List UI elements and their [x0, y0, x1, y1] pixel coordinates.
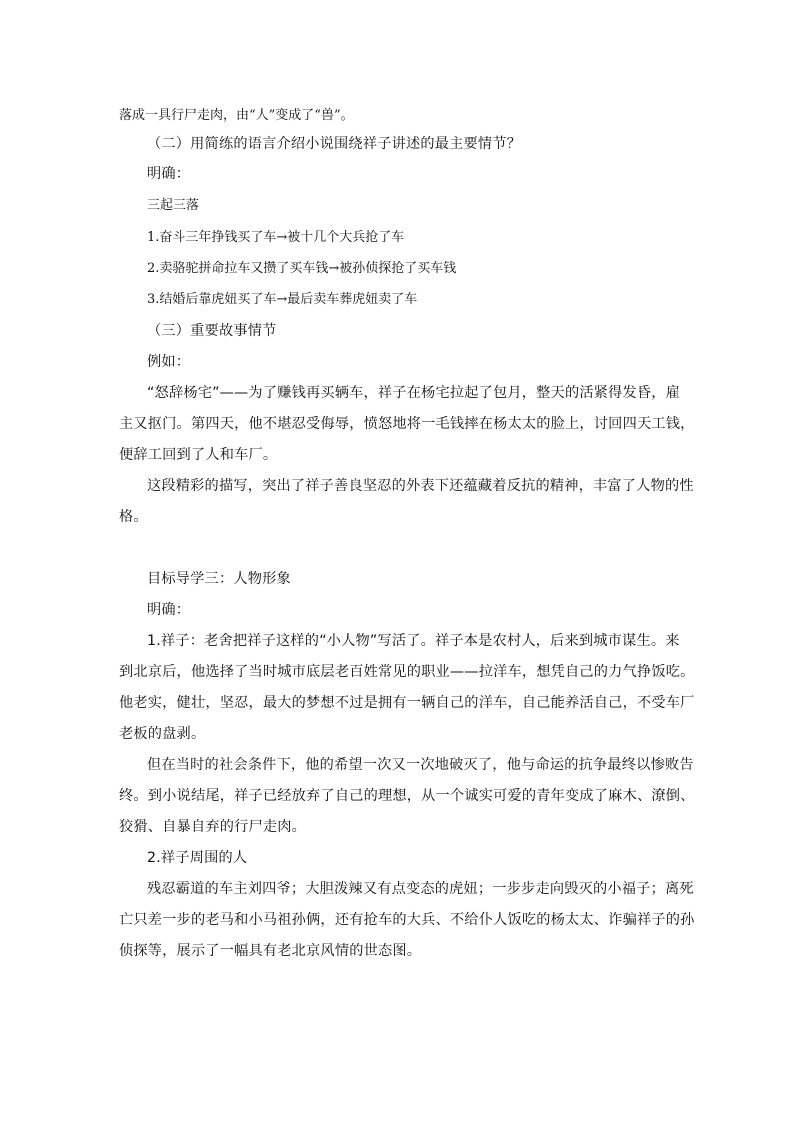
paragraph-line: 侦探等，展示了一幅具有老北京风情的世态图。 [119, 943, 422, 959]
paragraph-line: 但在当时的社会条件下，他的希望一次又一次地破灭了，他与命运的抗争最终以惨败告 [147, 757, 694, 773]
paragraph-line: 主又抠门。第四天，他不堪忍受侮辱，愤怒地将一毛钱摔在杨太太的脸上，讨回四天工钱， [119, 416, 695, 432]
list-item: 2.卖骆驼拼命拉车又攒了买车钱→被孙侦探抢了买车钱 [147, 261, 457, 276]
paragraph-line: 狡猾、自暴自弃的行尸走肉。 [119, 819, 307, 835]
paragraph-line: 残忍霸道的车主刘四爷；大胆泼辣又有点变态的虎妞；一步步走向毁灭的小福子；离死 [147, 881, 694, 897]
paragraph-line: 亡只差一步的老马和小马祖孙俩，还有抢车的大兵、不给仆人饭吃的杨太太、诈骗祥子的孙 [119, 912, 695, 928]
paragraph-line: 终。到小说结尾，祥子已经放弃了自己的理想，从一个诚实可爱的青年变成了麻木、潦倒、 [119, 788, 695, 804]
paragraph-line: 便辞工回到了人和车厂。 [119, 447, 278, 463]
list-item: 1.奋斗三年挣钱买了车→被十几个大兵抢了车 [147, 230, 405, 245]
section-heading: （三）重要故事情节 [147, 323, 277, 339]
section-heading: 目标导学三：人物形象 [147, 571, 291, 587]
paragraph-line: 这段精彩的描写，突出了祥子善良坚忍的外表下还蕴藏着反抗的精神，丰富了人物的性 [147, 478, 694, 494]
text-line: 明确： [147, 602, 191, 618]
paragraph-line: 他老实，健壮，坚忍，最大的梦想不过是拥有一辆自己的洋车，自己能养活自己，不受车厂 [119, 695, 695, 711]
section-heading: （二）用简练的语言介绍小说围绕祥子讲述的最主要情节？ [147, 136, 522, 152]
paragraph-line: 1.祥子：老舍把祥子这样的“小人物”写活了。祥子本是农村人，后来到城市谋生。来 [147, 633, 680, 649]
text-line: 例如： [147, 354, 191, 370]
paragraph-line: 老板的盘剥。 [119, 726, 206, 742]
text-line: 三起三落 [147, 198, 200, 213]
text-line: 落成一具行尸走肉，由“人”变成了“兽”。 [119, 108, 354, 123]
text-line: 明确： [147, 166, 191, 182]
paragraph-line: 格。 [119, 509, 148, 525]
list-item: 3.结婚后靠虎妞买了车→最后卖车葬虎妞卖了车 [147, 292, 418, 307]
paragraph-line: “怒辞杨宅”——为了赚钱再买辆车，祥子在杨宅拉起了包月，整天的活紧得发昏，雇 [147, 385, 681, 401]
paragraph-line: 到北京后，他选择了当时城市底层老百姓常见的职业——拉洋车，想凭自己的力气挣饭吃。 [119, 664, 695, 680]
subsection-heading: 2.祥子周围的人 [147, 850, 248, 866]
